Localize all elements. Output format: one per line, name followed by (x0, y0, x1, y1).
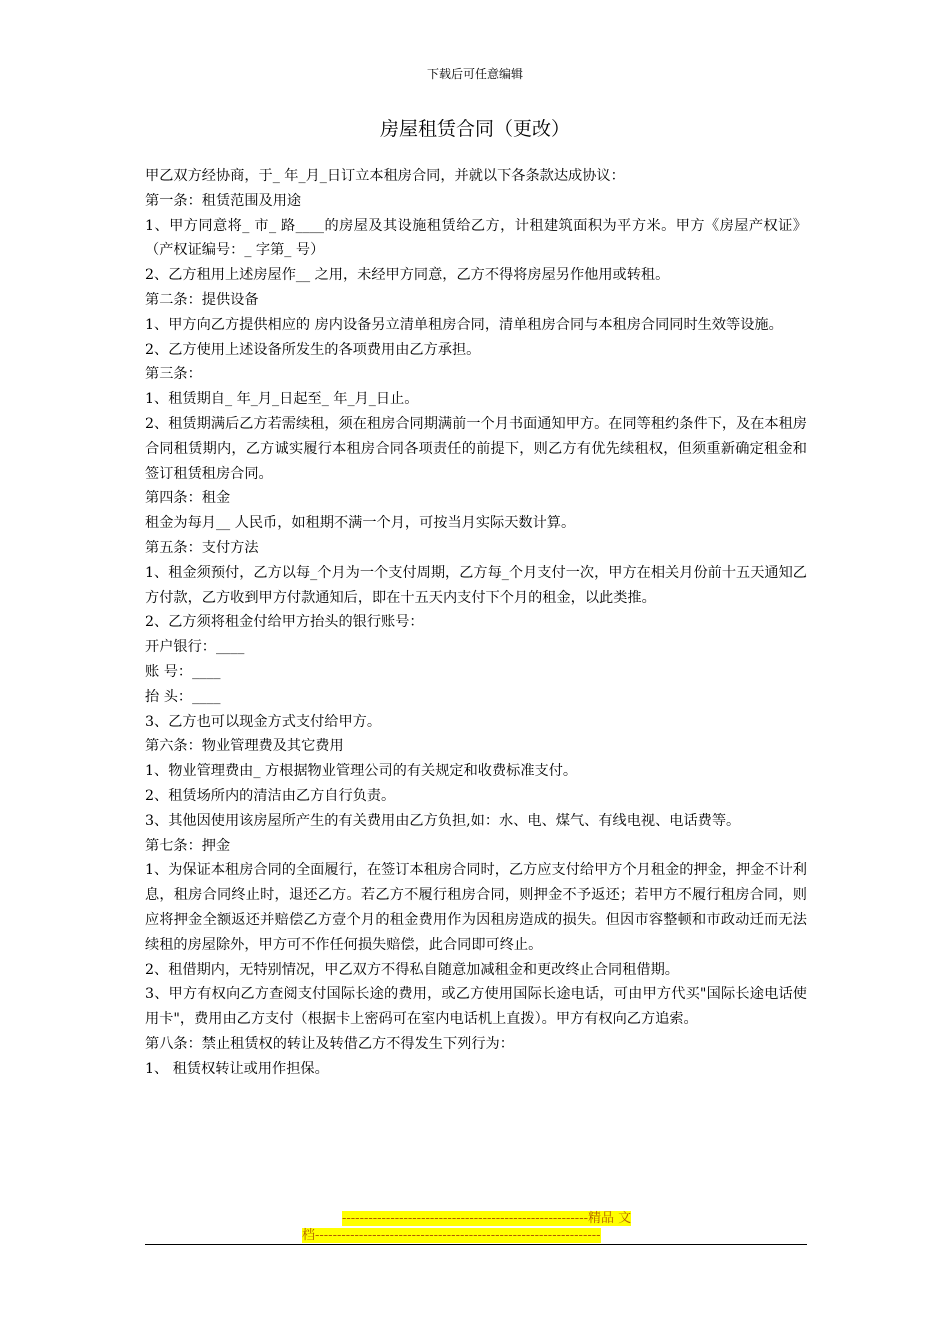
section-heading: 第八条：禁止租赁权的转让及转借乙方不得发生下列行为： (145, 1035, 514, 1052)
footer-banner-line-2 (302, 1227, 652, 1244)
paragraph: 2、租赁期满后乙方若需续租，须在租房合同期满前一个月书面通知甲方。在同等租约条件下，及在本租房合同租赁期内，乙方诚实履行本租房合同各项责任的前提下，则乙方有优先续租权，但须重新确定租金和签订租赁租房合同。 (145, 415, 807, 482)
bank-field: 开户银行：____ (145, 639, 245, 656)
section-heading: 第七条：押金 (145, 837, 231, 854)
document-body (145, 164, 807, 1081)
paragraph: 甲乙双方经协商，于_ 年_月_日订立本租房合同，并就以下各条款达成协议： (145, 168, 625, 184)
paragraph: 2、乙方须将租金付给甲方抬头的银行账号： (145, 614, 424, 631)
document-title: 房屋租赁合同（更改） (379, 118, 570, 140)
section-heading: 第三条： (145, 366, 202, 383)
paragraph: 1、甲方同意将_ 市_ 路____的房屋及其设施租赁给乙方，计租建筑面积为平方米。甲方《房屋产权证》（产权证编号：_ 字第_ 号） (145, 217, 807, 259)
section-heading: 第四条：租金 (145, 490, 231, 507)
footer-banner-text-2: 档----------------------------------------------------------------- (302, 1228, 601, 1243)
paragraph: 2、乙方租用上述房屋作__ 之用，未经甲方同意，乙方不得将房屋另作他用或转租。 (145, 267, 670, 284)
section-heading: 第五条：支付方法 (145, 539, 259, 556)
paragraph: 1、租赁期自_ 年_月_日起至_ 年_月_日止。 (145, 391, 419, 408)
footer-banner (302, 1210, 652, 1244)
paragraph: 1、为保证本租房合同的全面履行，在签订本租房合同时，乙方应支付给甲方个月租金的押金，押金不计利息，租房合同终止时，退还乙方。若乙方不履行租房合同，则押金不予返还；若甲方不履行租房合同，则应将押金全额返还并赔偿乙方壹个月的租金费用作为因租房造成的损失。但因市容整顿和市政动迁而无法续租的房屋除外，甲方可不作任何损失赔偿，此合同即可终止。 (145, 862, 807, 953)
footer-rule (145, 1244, 807, 1245)
section-heading: 第六条：物业管理费及其它费用 (145, 738, 344, 755)
paragraph: 3、乙方也可以现金方式支付给甲方。 (145, 713, 382, 730)
section-heading: 第一条：租赁范围及用途 (145, 192, 302, 209)
section-heading: 第二条：提供设备 (145, 291, 259, 308)
paragraph: 1、租金须预付，乙方以每_个月为一个支付周期，乙方每_个月支付一次，甲方在相关月份前十五天通知乙方付款，乙方收到甲方付款通知后，即在十五天内支付下个月的租金，以此类推。 (145, 564, 807, 606)
paragraph: 2、租赁场所内的清洁由乙方自行负责。 (145, 787, 396, 804)
paragraph: 1、甲方向乙方提供相应的 房内设备另立清单租房合同，清单租房合同与本租房合同同时生效等设施。 (145, 316, 783, 333)
paragraph: 2、租借期内，无特别情况，甲乙双方不得私自随意加减租金和更改终止合同租借期。 (145, 961, 679, 978)
paragraph: 2、乙方使用上述设备所发生的各项费用由乙方承担。 (145, 341, 481, 358)
paragraph: 3、其他因使用该房屋所产生的有关费用由乙方负担,如：水、电、煤气、有线电视、电话费等。 (145, 812, 741, 829)
footer-banner-line-1 (302, 1210, 652, 1227)
paragraph: 3、甲方有权向乙方查阅支付国际长途的费用，或乙方使用国际长途电话，可由甲方代买"国际长途电话使用卡"，费用由乙方支付（根据卡上密码可在室内电话机上直拨）。甲方有权向乙方追索。 (145, 986, 807, 1028)
header-note: 下载后可任意编辑 (426, 67, 523, 81)
paragraph: 租金为每月__ 人民币，如租期不满一个月，可按当月实际天数计算。 (145, 515, 576, 532)
account-field: 账 号：____ (145, 663, 221, 680)
footer-banner-text-1: --------------------------------------------------------精品 文 (342, 1211, 632, 1226)
payee-field: 抬 头：____ (145, 688, 221, 705)
paragraph: 1、 租赁权转让或用作担保。 (145, 1060, 329, 1077)
paragraph: 1、物业管理费由_ 方根据物业管理公司的有关规定和收费标准支付。 (145, 763, 578, 780)
